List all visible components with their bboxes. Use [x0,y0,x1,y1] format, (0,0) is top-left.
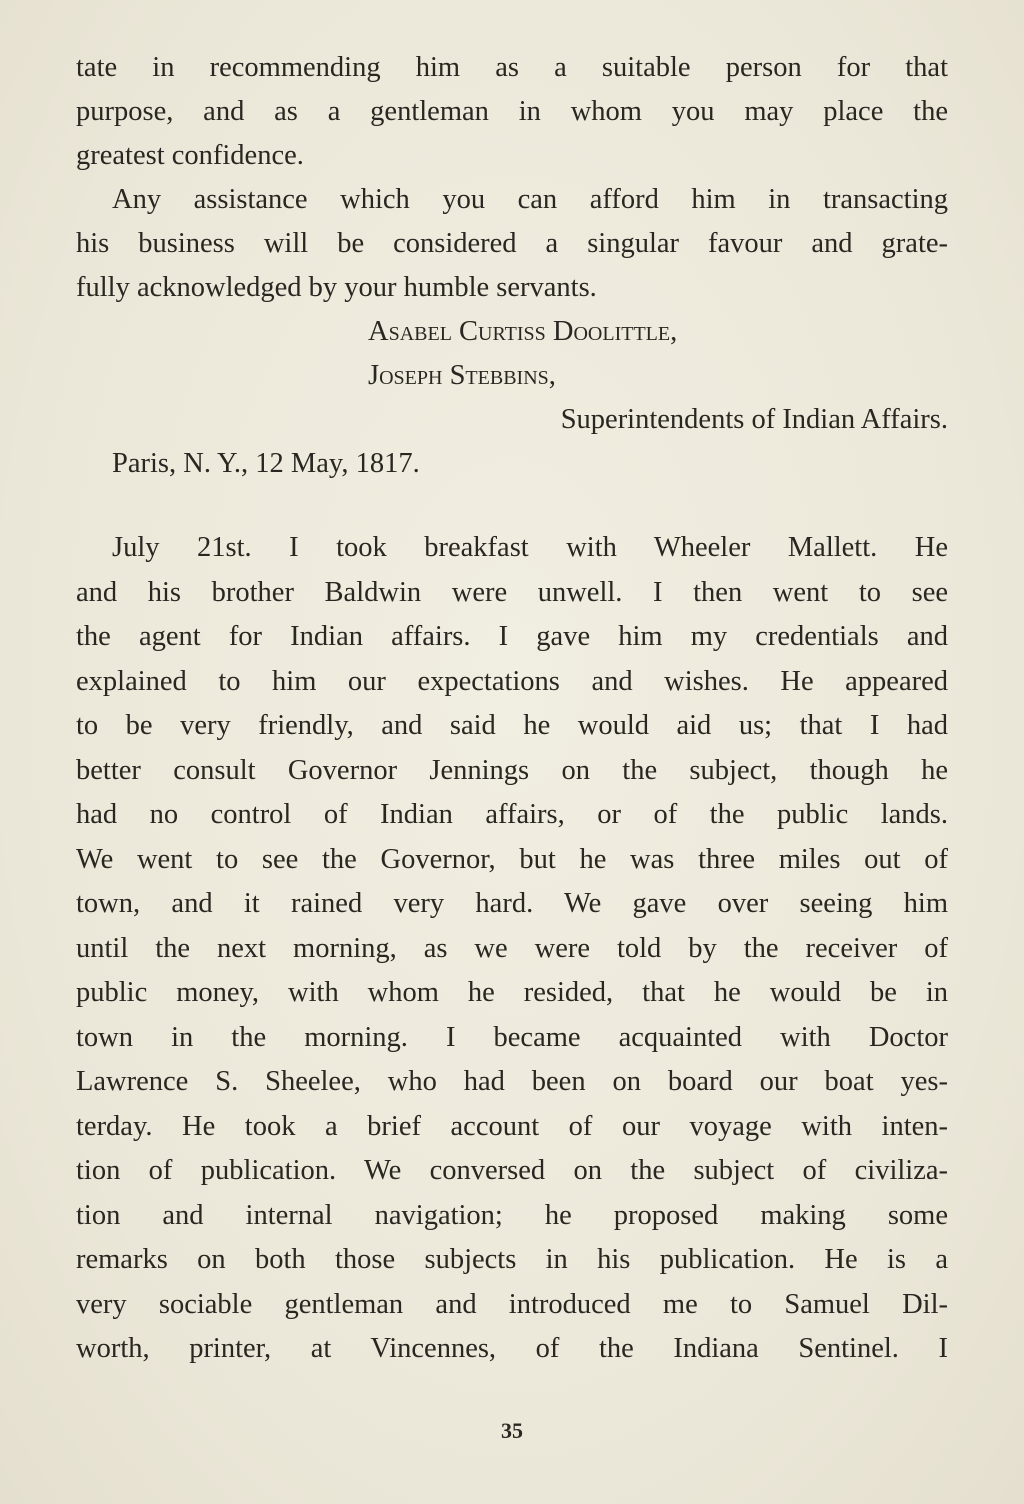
signatory-name: Joseph Stebbins, [368,360,556,391]
letter-dateline: Paris, N. Y., 12 May, 1817. [112,448,420,479]
text-line: Lawrence S. Sheelee, who had been on board our boat yes- [76,1066,948,1097]
text-line: better consult Governor Jennings on the subject, though he [76,754,948,786]
text-line: to be very friendly, and said he would aid us; that I had [76,710,948,741]
text-line: public money, with whom he resided, that he would be in [76,977,948,1008]
signatory-title: Superintendents of Indian Affairs. [560,404,948,435]
page-number: 35 [501,1418,523,1443]
letter-paragraph-2 [76,178,948,310]
journal-entry [76,526,948,1372]
text-line: worth, printer, at Vincennes, of the Indiana Sentinel. I [76,1333,948,1364]
signature-block [76,310,948,442]
text-line: tion of publication. We conversed on the subject of civiliza- [76,1155,948,1186]
text-line: purpose, and as a gentleman in whom you may place the [76,96,948,127]
text-line: We went to see the Governor, but he was three miles out of [76,843,948,875]
signatory-name: Asabel Curtiss Doolittle, [368,316,678,347]
text-line: town in the morning. I became acquainted with Doctor [76,1021,948,1053]
text-line: tate in recommending him as a suitable person for that [76,52,948,83]
text-line: his business will be considered a singular favour and grate- [76,228,948,259]
text-line: remarks on both those subjects in his publication. He is a [76,1244,948,1275]
text-line: the agent for Indian affairs. I gave him my credentials and [76,621,948,652]
letter-paragraph-1 [76,46,948,178]
text-line: had no control of Indian affairs, or of the public lands. [76,799,948,830]
text-line: tion and internal navigation; he proposed making some [76,1199,948,1231]
text-line: and his brother Baldwin were unwell. I then went to see [76,576,948,608]
text-line: greatest confidence. [76,140,304,171]
page-text [76,46,948,1372]
text-line: terday. He took a brief account of our voyage with inten- [76,1110,948,1142]
text-line: until the next morning, as we were told by the receiver of [76,932,948,964]
text-line: July 21st. I took breakfast with Wheeler Mallett. He [112,532,948,563]
text-line: Any assistance which you can afford him in transacting [112,184,948,215]
text-line: town, and it rained very hard. We gave over seeing him [76,888,948,919]
text-line: fully acknowledged by your humble servants. [76,272,597,303]
section-gap [76,486,948,526]
text-line: very sociable gentleman and introduced me to Samuel Dil- [76,1288,948,1320]
text-line: explained to him our expectations and wishes. He appeared [76,665,948,697]
